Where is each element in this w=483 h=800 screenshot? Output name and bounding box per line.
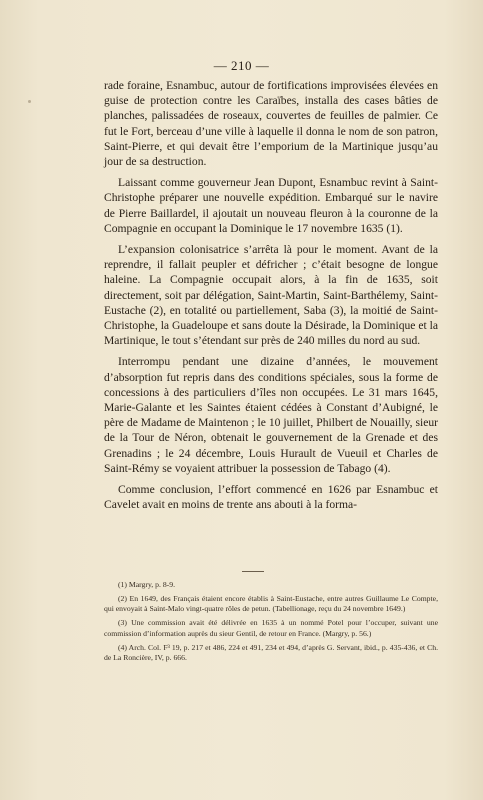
paragraph: L’expansion colonisatrice s’arrêta là pour le moment. Avant de la reprendre, il fallait peupler et défricher ; c’était besogne de longue haleine. La Compagnie occupait alors, à la fin de 1635, soit directement, soit par délégation, Saint-Martin, Saint-Barthélemy, Saint-Eustache (2), en totalité ou partiellement, Saba (3), la moitié de Saint-Christophe, la Guadeloupe et sans doute la Désirade, la Dominique et la Martinique, le tout s’étendant sur près de 240 milles du nord au sud. — [104, 243, 438, 348]
paragraph: Comme conclusion, l’effort commencé en 1626 par Esnambuc et Cavelet avait en moins de trente ans abouti à la forma- — [104, 483, 438, 512]
footnote: (2) En 1649, des Français étaient encore établis à Saint-Eustache, entre autres Guillaume Le Compte, qui envoyait à Saint-Malo vingt-quatre rôles de petun. (Tabellionage, reçu du 24 novembre 1649.) — [104, 593, 438, 614]
footnote-separator — [242, 571, 264, 572]
page-number: — 210 — — [213, 58, 270, 73]
paragraph: rade foraine, Esnambuc, autour de fortifications improvisées élevées en guise de protection contre les Caraïbes, installa des cases bâties de planches, palissadées de roseaux, couvertes de feuilles de palmier. Ce fut le Fort, berceau d’une ville à laquelle il donna le nom de son patron, Saint-Pierre, et qui devait être l’emporium de la Martinique jusqu’au jour de sa destruction. — [104, 79, 438, 169]
footnote: (1) Margry, p. 8-9. — [118, 580, 176, 589]
footnote: (3) Une commission avait été délivrée en 1635 à un nommé Potel pour l’occuper, suivant une commission d’information auprès du sieur Gentil, de retour en France. (Margry, p. 56.) — [104, 618, 438, 638]
footnote: (4) Arch. Col. F³ 19, p. 217 et 486, 224 et 491, 234 et 494, d’après G. Servant, ibid., p. 435-436, et Ch. de La Roncière, IV, p. 666. — [104, 642, 438, 662]
footnotes — [104, 580, 438, 667]
paragraph: Interrompu pendant une dizaine d’années, le mouvement d’absorption fut repris dans des conditions spéciales, sous la forme de concessions à des particuliers d’îles non occupées. Le 31 mars 1645, Marie-Galante et les Saintes étaient cédées à Constant d’Aubigné, le père de Madame de Maintenon ; le 10 juillet, Philbert de Nouailly, sieur de la Tour de Néron, obtenait le gouvernement de la Grenade et des Grenadins ; le 24 décembre, Louis Hurault de Vueuil et Charles de Saint-Rémy se voyaient attribuer la possession de Tabago (4). — [104, 355, 438, 475]
body-text — [104, 78, 438, 518]
paper-speck — [28, 100, 31, 103]
paragraph: Laissant comme gouverneur Jean Dupont, Esnambuc revint à Saint-Christophe préparer une nouvelle expédition. Embarqué sur le navire de Pierre Baillardel, il ajoutait un nouveau fleuron à la couronne de la Compagnie en occupant la Dominique le 17 novembre 1635 (1). — [104, 176, 438, 235]
